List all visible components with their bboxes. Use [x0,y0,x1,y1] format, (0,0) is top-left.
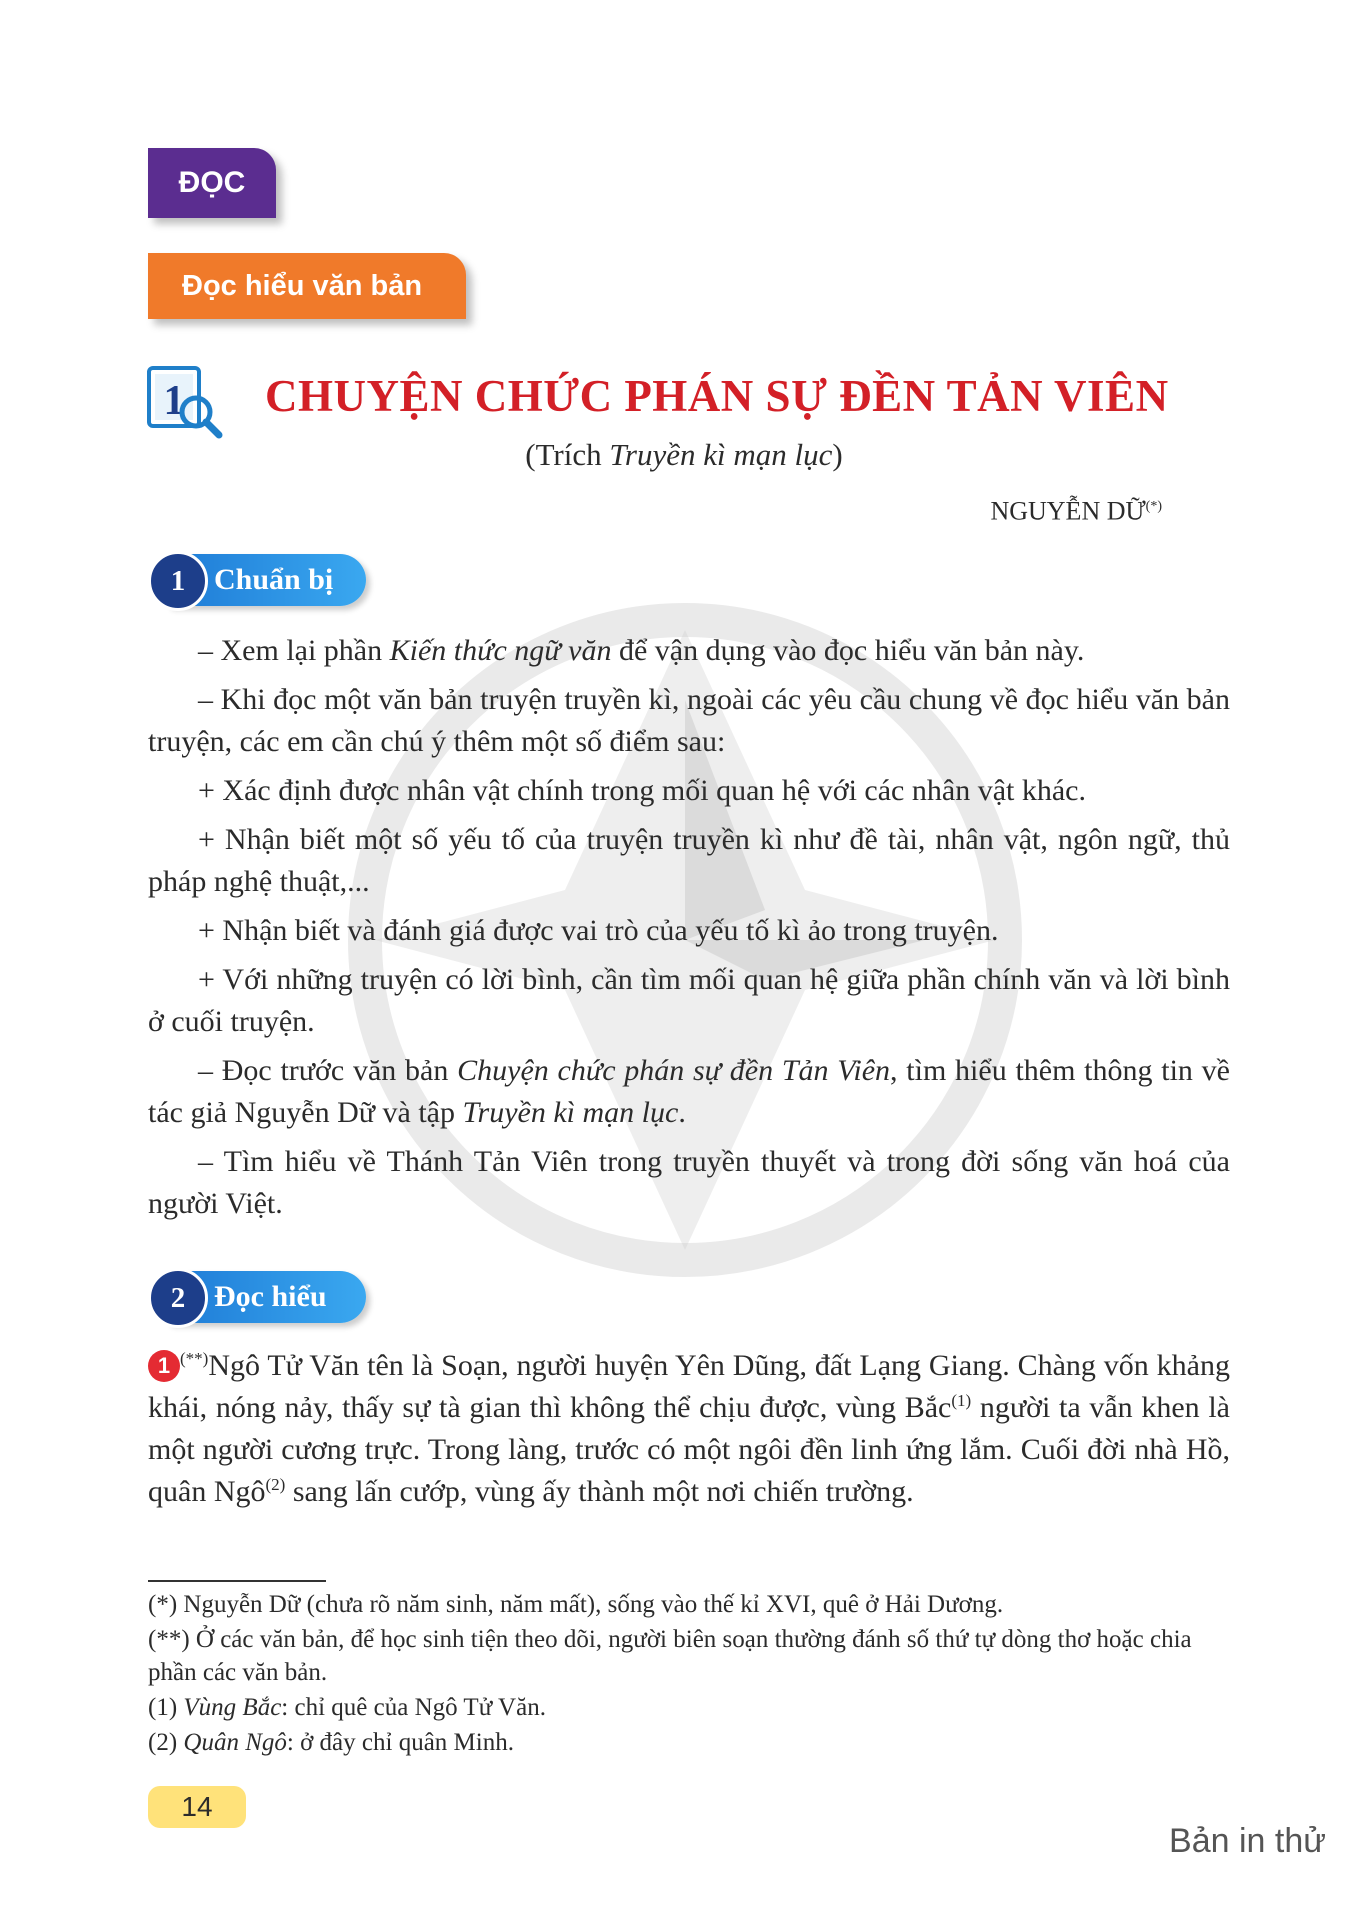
paragraph-number-badge: 1 [148,1350,180,1382]
footnote: (**) Ở các văn bản, để học sinh tiện theo dõi, người biên soạn thường đánh số thứ tự dòng thơ hoặc chia phần các văn bản. [148,1626,1192,1686]
section-number: 2 [148,1268,208,1328]
footnote: (1) Vùng Bắc: chỉ quê của Ngô Tử Văn. [148,1694,546,1721]
lesson-1-search-icon [146,364,224,442]
footnote: (*) Nguyễn Dữ (chưa rõ năm sinh, năm mất), sống vào thế kỉ XVI, quê ở Hải Dương. [148,1591,1004,1618]
section-heading-reading [148,1268,366,1326]
footnote-divider [148,1580,326,1582]
paragraph: – Khi đọc một văn bản truyện truyền kì, ngoài các yêu cầu chung về đọc hiểu văn bản truyện, các em cần chú ý thêm một số điểm sau: [148,683,1230,758]
reading-body [148,1345,1230,1520]
paragraph: + Nhận biết và đánh giá được vai trò của yếu tố kì ảo trong truyện. [198,914,999,947]
subsection-tag-reading: Đọc hiểu văn bản [148,253,466,319]
section-heading-prepare [148,551,366,609]
paragraph: + Xác định được nhân vật chính trong mối quan hệ với các nhân vật khác. [198,774,1086,807]
prepare-body [148,630,1230,1232]
section-label: Đọc hiểu [214,1280,327,1313]
lesson-title: CHUYỆN CHỨC PHÁN SỰ ĐỀN TẢN VIÊN [265,371,1169,421]
footnotes [148,1588,1230,1761]
lesson-subtitle: (Trích Truyền kì mạn lục) [525,437,843,472]
proof-label: Bản in thử [1169,1822,1326,1860]
paragraph: + Nhận biết một số yếu tố của truyện truyền kì như đề tài, nhân vật, ngôn ngữ, thủ pháp nghệ thuật,... [148,823,1230,898]
paragraph: – Xem lại phần Kiến thức ngữ văn để vận dụng vào đọc hiểu văn bản này. [198,634,1085,667]
section-tag-doc: ĐỌC [148,148,276,218]
paragraph: – Đọc trước văn bản Chuyện chức phán sự đền Tản Viên, tìm hiểu thêm thông tin về tác giả Nguyễn Dữ và tập Truyền kì mạn lục. [148,1054,1230,1129]
paragraph: – Tìm hiểu về Thánh Tản Viên trong truyền thuyết và trong đời sống văn hoá của người Việt. [148,1145,1230,1220]
section-number: 1 [148,551,208,611]
paragraph: + Với những truyện có lời bình, cần tìm mối quan hệ giữa phần chính văn và lời bình ở cuối truyện. [148,963,1230,1038]
svg-text:1: 1 [163,378,185,424]
footnote: (2) Quân Ngô: ở đây chỉ quân Minh. [148,1729,514,1756]
paragraph: 1 (**)Ngô Tử Văn tên là Soạn, người huyện Yên Dũng, đất Lạng Giang. Chàng vốn khảng khái, nóng nảy, thấy sự tà gian thì không thể chịu được, vùng Bắc$^{(1)}$ người ta vẫn khen là một người cương trực. Trong làng, trước có một ngôi đền linh ứng lắm. Cuối đời nhà Hồ, quân Ngô$^{(2)}$ sang lấn cướp, vùng ấy thành một nơi chiến trường. [148,1349,1230,1508]
section-label: Chuẩn bị [214,563,334,596]
page-number: 14 [148,1786,246,1828]
author: NGUYỄN DỮ(*) [990,496,1162,526]
